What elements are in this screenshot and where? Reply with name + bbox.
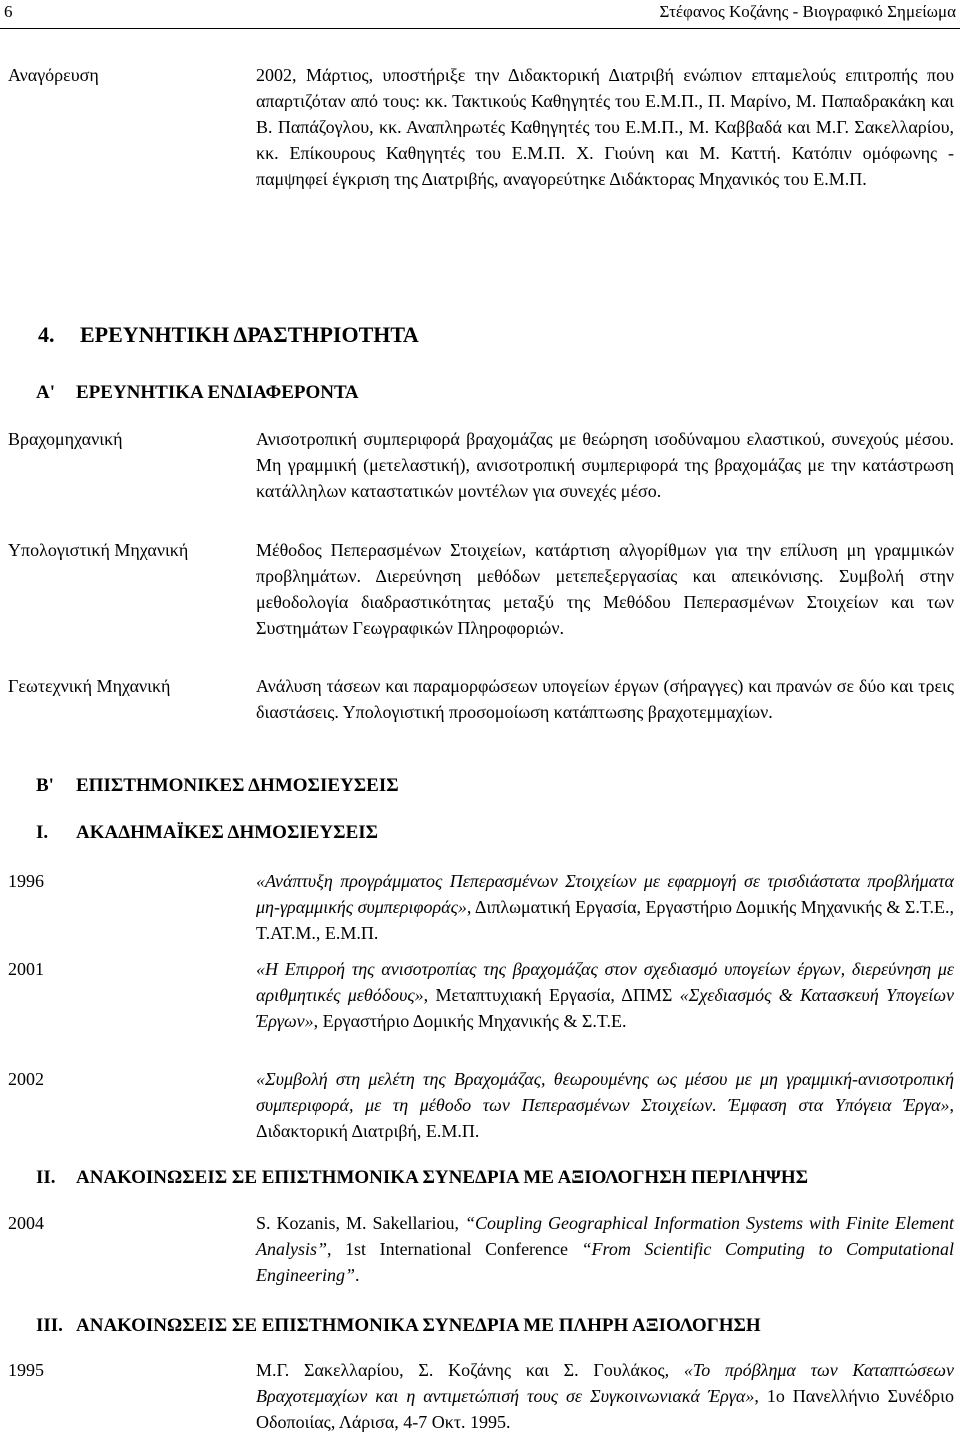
publication-entry: [256, 1357, 954, 1435]
publication-title: «Ανάπτυξη προγράμματος Πεπερασμένων Στοιχείων με εφαρμογή σε τρισδιάστατα προβλήματα μη-γραμμικής συμπεριφοράς»: [256, 871, 954, 917]
publication-details: , 1st International Conference: [327, 1239, 582, 1259]
publication-year: 1995: [8, 1360, 44, 1380]
group-iii-title: ΑΝΑΚΟΙΝΩΣΕΙΣ ΣΕ ΕΠΙΣΤΗΜΟΝΙΚΑ ΣΥΝΕΔΡΙΑ ΜΕ ΠΛΗΡΗ ΑΞΙΟΛΟΓΗΣΗ: [76, 1315, 761, 1336]
publication-details: , Διπλωματική Εργασία, Εργαστήριο Δομικής Μηχανικής & Σ.Τ.Ε., Τ.ΑΤ.Μ., Ε.Μ.Π.: [256, 897, 954, 943]
conferral-text: 2002, Μάρτιος, υποστήριξε την Διδακτορική Διατριβή ενώπιον επταμελούς επιτροπής που απαρτιζόταν από τους: κκ. Τακτικούς Καθηγητές του Ε.Μ.Π., Π. Μαρίνο, Μ. Παπαδρακάκη και Β. Παπάζογλου, κκ. Αναπληρωτές Καθηγητές του Ε.Μ.Π., Μ. Καββαδά και Μ.Γ. Σακελλαρίου, κκ. Επίκουρους Καθηγητές του Ε.Μ.Π. Χ. Γιούνη και Μ. Καττή. Κατόπιν ομόφωνης - παμψηφεί έγκριση της Διατριβής, αναγορεύτηκε Διδάκτορας Μηχανικός του Ε.Μ.Π.: [256, 65, 954, 189]
publication-details: .: [355, 1265, 360, 1285]
publication-details: , Εργαστήριο Δομικής Μηχανικής & Σ.Τ.Ε.: [313, 1011, 627, 1031]
interest-text: Ανάλυση τάσεων και παραμορφώσεων υπογείων έργων (σήραγγες) και πρανών σε δύο και τρεις διαστάσεις. Υπολογιστική προσομοίωση κατάπτωσης βραχοτεμμαχίων.: [256, 676, 954, 722]
publication-entry: [256, 956, 954, 1034]
publication-title: “Coupling Geographical Information Systems with Finite Element Analysis”: [256, 1213, 954, 1259]
publication-entry: [256, 868, 954, 946]
interest-label: Βραχομηχανική: [8, 429, 123, 449]
subsection-a-title: ΕΡΕΥΝΗΤΙΚΑ ΕΝΔΙΑΦΕΡΟΝΤΑ: [76, 382, 359, 403]
publication-title: «Το πρόβλημα των Καταπτώσεων Βραχοτεμαχίων και η αντιμετώπισή τους σε Συγκοινωνιακά Έργα»: [256, 1360, 954, 1406]
section-number: 4.: [38, 322, 55, 347]
group-i-title: ΑΚΑΔΗΜΑΪΚΕΣ ΔΗΜΟΣΙΕΥΣΕΙΣ: [76, 822, 379, 843]
publication-year: 2002: [8, 1069, 44, 1089]
publication-authors: S. Kozanis, M. Sakellariou,: [256, 1213, 465, 1233]
publication-year: 2001: [8, 959, 44, 979]
interest-label: Γεωτεχνική Μηχανική: [8, 676, 171, 696]
conference-title: “From Scientific Computing to Computational Engineering”: [256, 1239, 954, 1285]
group-ii-number: ΙΙ.: [36, 1167, 56, 1188]
page-number: 6: [4, 2, 13, 21]
publication-details: , Διδακτορική Διατριβή, Ε.Μ.Π.: [256, 1095, 954, 1141]
publication-year: 1996: [8, 871, 44, 891]
subsection-b-title: ΕΠΙΣΤΗΜΟΝΙΚΕΣ ΔΗΜΟΣΙΕΥΣΕΙΣ: [76, 775, 399, 796]
subsection-b-number: Β': [36, 775, 54, 796]
section-title: ΕΡΕΥΝΗΤΙΚΗ ΔΡΑΣΤΗΡΙΟΤΗΤΑ: [80, 322, 419, 347]
subsection-a-number: Α': [36, 382, 55, 403]
publication-entry: [256, 1210, 954, 1288]
publication-title: «Συμβολή στη μελέτη της Βραχομάζας, θεωρουμένης ως μέσου με μη γραμμική-ανισοτροπική συμπεριφορά, με τη μέθοδο των Πεπερασμένων Στοιχείων. Έμφαση στα Υπόγεια Έργα»: [256, 1069, 954, 1115]
interest-label: Υπολογιστική Μηχανική: [8, 540, 189, 560]
group-i-number: Ι.: [36, 822, 49, 843]
interest-text: Μέθοδος Πεπερασμένων Στοιχείων, κατάρτιση αλγορίθμων για την επίλυση μη γραμμικών προβλημάτων. Διερεύνηση μεθόδων μετεπεξεργασίας και απεικόνισης. Συμβολή στην μεθοδολογία διαδραστικότητας μεταξύ της Μεθόδου Πεπερασμένων Στοιχείων και των Συστημάτων Γεωγραφικών Πληροφοριών.: [256, 540, 954, 638]
publication-year: 2004: [8, 1213, 44, 1233]
interest-text: Ανισοτροπική συμπεριφορά βραχομάζας με θεώρηση ισοδύναμου ελαστικού, συνεχούς μέσου. Μη γραμμική (μετελαστική), ανισοτροπική συμπεριφορά της βραχομάζας με την κατάστρωση κατάλληλων καταστατικών μοντέλων για συνεχές μέσο.: [256, 429, 954, 501]
publication-authors: Μ.Γ. Σακελλαρίου, Σ. Κοζάνης και Σ. Γουλάκος,: [256, 1360, 684, 1380]
publication-entry: [256, 1066, 954, 1144]
group-iii-number: ΙΙΙ.: [36, 1315, 63, 1336]
publication-title: «Η Επιρροή της ανισοτροπίας της βραχομάζας στον σχεδιασμό υπογείων έργων, διερεύνηση με αριθμητικές μεθόδους»: [256, 959, 954, 1005]
conferral-label: Αναγόρευση: [8, 65, 99, 85]
running-title: Στέφανος Κοζάνης - Βιογραφικό Σημείωμα: [659, 2, 956, 21]
publication-details: , Μεταπτυχιακή Εργασία, ΔΠΜΣ: [423, 985, 680, 1005]
publication-details: , 1ο Πανελλήνιο Συνέδριο Οδοποιίας, Λάρισα, 4-7 Οκτ. 1995.: [256, 1386, 954, 1432]
group-ii-title: ΑΝΑΚΟΙΝΩΣΕΙΣ ΣΕ ΕΠΙΣΤΗΜΟΝΙΚΑ ΣΥΝΕΔΡΙΑ ΜΕ ΑΞΙΟΛΟΓΗΣΗ ΠΕΡΙΛΗΨΗΣ: [76, 1167, 809, 1188]
program-title: «Σχεδιασμός & Κατασκευή Υπογείων Έργων»: [256, 985, 955, 1031]
